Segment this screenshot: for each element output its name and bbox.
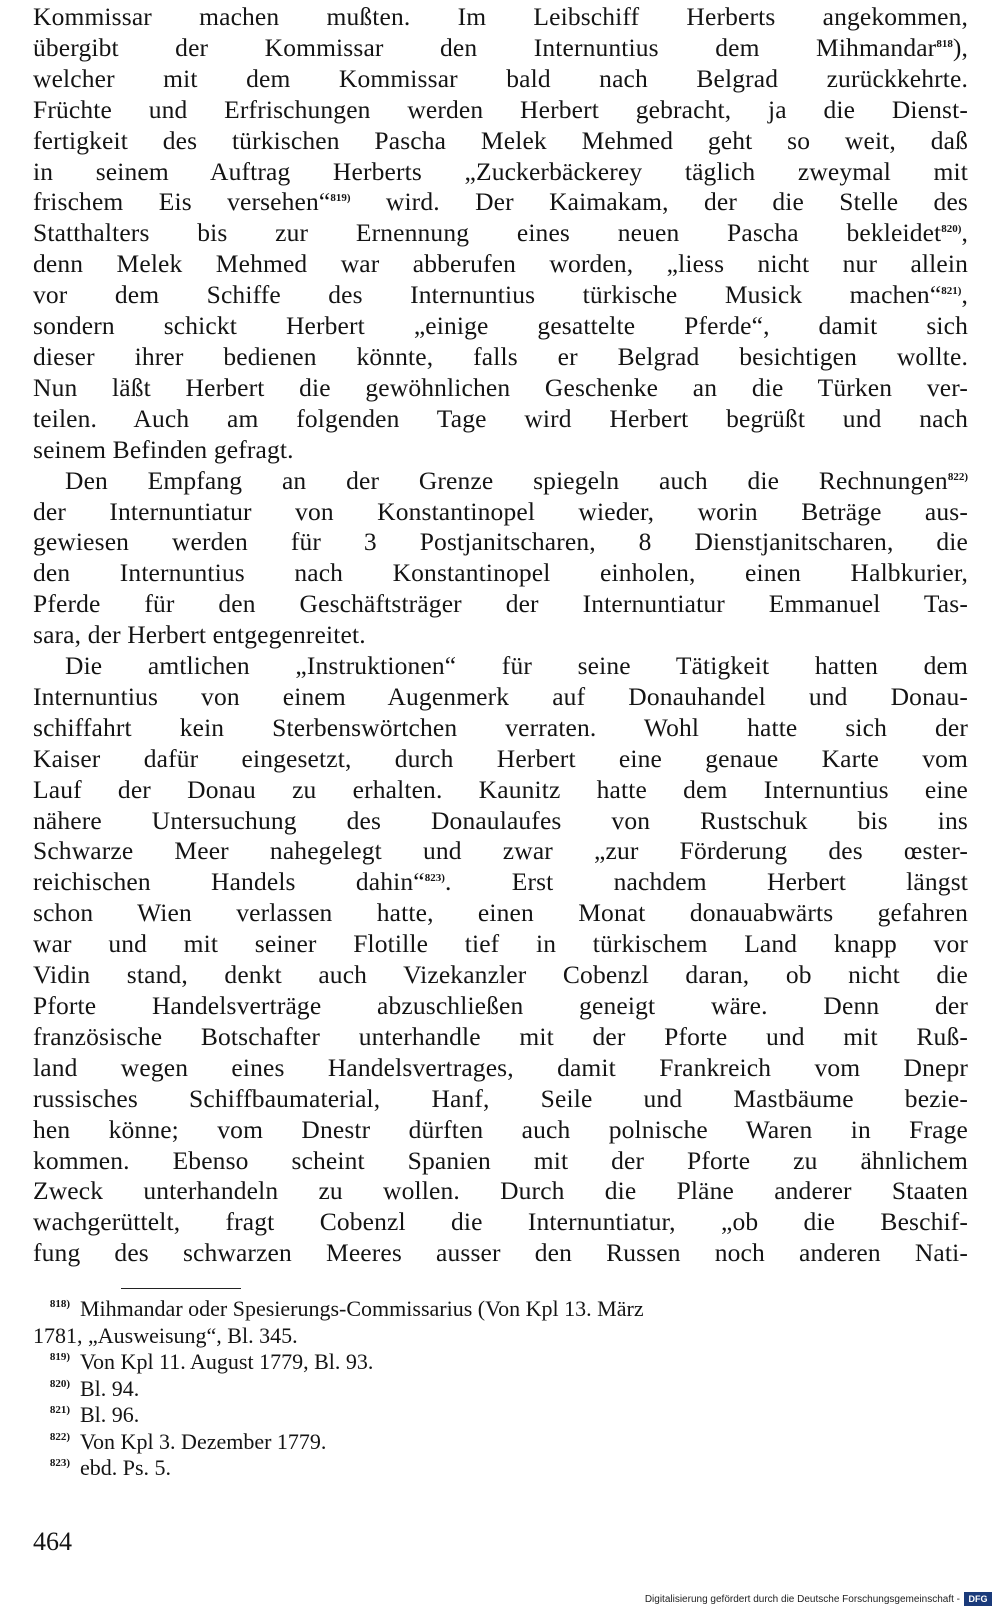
- line-text-after: ,: [961, 218, 968, 248]
- line-text: kommen. Ebenso scheint Spanien mit der Pforte zu ähnlichem: [33, 1145, 968, 1175]
- dfg-logo: DFG: [964, 1592, 992, 1606]
- footnote-text: Von Kpl 11. August 1779, Bl. 93.: [80, 1349, 374, 1374]
- text-line: [33, 1207, 968, 1238]
- line-text: fung des schwarzen Meeres ausser den Russen noch anderen Nati-: [33, 1238, 968, 1268]
- text-line: [33, 95, 968, 126]
- footnote-text: Mihmandar oder Spesierungs-Commissarius (Von Kpl 13. März: [80, 1296, 644, 1321]
- line-text: land wegen eines Handelsvertrages, damit Frankreich vom Dnepr: [33, 1052, 968, 1082]
- line-text: den Internuntius nach Konstantinopel einholen, einen Halbkurier,: [33, 558, 968, 588]
- footnote: 821) Bl. 96.: [49, 1402, 140, 1427]
- line-text: sara, der Herbert entgegenreitet.: [33, 620, 366, 650]
- text-line: [33, 929, 968, 960]
- line-text: frischem Eis versehen“: [33, 187, 331, 217]
- text-line: [33, 1176, 968, 1207]
- text-line: [33, 713, 968, 744]
- body-text: [33, 2, 968, 1269]
- line-text: vor dem Schiffe des Internuntius türkische Musick machen“: [33, 280, 942, 310]
- text-line: [33, 218, 968, 249]
- text-line: [33, 435, 968, 466]
- text-line: [33, 682, 968, 713]
- text-line: [33, 744, 968, 775]
- text-line: [33, 806, 968, 837]
- line-text: Nun läßt Herbert die gewöhnlichen Geschenke an die Türken ver-: [33, 372, 968, 402]
- line-text-after: . Erst nachdem Herbert längst: [444, 867, 968, 897]
- footnote-ref: 821): [941, 285, 962, 298]
- line-text: teilen. Auch am folgenden Tage wird Herbert begrüßt und nach: [33, 403, 968, 433]
- line-text: hen könne; vom Dnestr dürften auch polnische Waren in Frage: [33, 1114, 968, 1144]
- line-text: wachgerüttelt, fragt Cobenzl die Internuntiatur, „ob die Beschif-: [33, 1207, 968, 1237]
- text-line: [33, 64, 968, 95]
- text-line: [33, 1238, 968, 1269]
- text-line: [33, 1053, 968, 1084]
- line-text: schon Wien verlassen hatte, einen Monat donauabwärts gefahren: [33, 898, 968, 928]
- footnote-separator: [121, 1288, 241, 1289]
- text-line: [33, 2, 968, 33]
- text-line: [33, 1115, 968, 1146]
- line-text: übergibt der Kommissar den Internuntius dem Mihmandar: [33, 32, 937, 62]
- line-text: in seinem Auftrag Herberts „Zuckerbäckerey täglich zweymal mit: [33, 156, 968, 186]
- text-line: [33, 527, 968, 558]
- footnote-ref: 820): [941, 223, 962, 236]
- footnote: 818) Mihmandar oder Spesierungs-Commissarius (Von Kpl 13. März: [49, 1296, 644, 1321]
- line-text: Lauf der Donau zu erhalten. Kaunitz hatte dem Internuntius eine: [33, 774, 968, 804]
- text-line: [33, 1022, 968, 1053]
- line-text: Den Empfang an der Grenze spiegeln auch die Rechnungen: [65, 465, 948, 495]
- line-text: seinem Befinden gefragt.: [33, 434, 294, 464]
- text-line: [33, 960, 968, 991]
- line-text: Zweck unterhandeln zu wollen. Durch die Pläne anderer Staaten: [33, 1176, 968, 1206]
- text-line: [33, 775, 968, 806]
- footnote: 819) Von Kpl 11. August 1779, Bl. 93.: [49, 1349, 374, 1374]
- text-line: [33, 898, 968, 929]
- line-text: Statthalters bis zur Ernennung eines neuen Pascha bekleidet: [33, 218, 942, 248]
- line-text-after: ,: [961, 280, 968, 310]
- text-line: [33, 404, 968, 435]
- text-line: [33, 620, 968, 651]
- text-line: [33, 589, 968, 620]
- text-line: [33, 836, 968, 867]
- line-text: nähere Untersuchung des Donaulaufes von Rustschuk bis ins: [33, 805, 968, 835]
- footnote-ref: 822): [947, 470, 968, 483]
- footnote: 823) ebd. Ps. 5.: [49, 1455, 172, 1480]
- footnote-continuation: 1781, „Ausweisung“, Bl. 345.: [33, 1322, 298, 1348]
- footnote-text: Bl. 94.: [80, 1375, 140, 1401]
- line-text: Internuntius von einem Augenmerk auf Donauhandel und Donau-: [33, 681, 968, 711]
- line-text: russisches Schiffbaumaterial, Hanf, Seile und Mastbäume bezie-: [33, 1083, 968, 1113]
- line-text: war und mit seiner Flotille tief in türkischem Land knapp vor: [33, 929, 968, 959]
- line-text: reichischen Handels dahin“: [33, 867, 425, 897]
- text-line: [33, 373, 968, 404]
- footnote: 820) Bl. 94.: [49, 1375, 140, 1401]
- text-line: [33, 651, 968, 682]
- line-text: Schwarze Meer nahegelegt und zwar „zur Förderung des œster-: [33, 836, 968, 866]
- line-text: gewiesen werden für 3 Postjanitscharen, 8 Dienstjanitscharen, die: [33, 527, 968, 557]
- text-line: [33, 991, 968, 1022]
- line-text: französische Botschafter unterhandle mit der Pforte und mit Ruß-: [33, 1021, 968, 1051]
- footnote-ref: 818: [936, 37, 953, 50]
- text-line: [33, 311, 968, 342]
- line-text: schiffahrt kein Sterbenswörtchen verraten. Wohl hatte sich der: [33, 712, 968, 742]
- line-text: Die amtlichen „Instruktionen“ für seine Tätigkeit hatten dem: [65, 651, 968, 681]
- text-line: [33, 126, 968, 157]
- text-line: [33, 157, 968, 188]
- line-text: welcher mit dem Kommissar bald nach Belgrad zurückkehrte.: [33, 63, 968, 93]
- line-text: dieser ihrer bedienen könnte, falls er Belgrad besichtigen wollte.: [33, 341, 968, 371]
- text-line: [33, 280, 968, 311]
- text-line: [33, 33, 968, 64]
- footnotes: [33, 1296, 968, 1482]
- footnote-text: Von Kpl 3. Dezember 1779.: [80, 1428, 327, 1454]
- line-text: fertigkeit des türkischen Pascha Melek Mehmed geht so weit, daß: [33, 125, 968, 155]
- text-line: [33, 558, 968, 589]
- line-text: Früchte und Erfrischungen werden Herbert gebracht, ja die Dienst-: [33, 94, 968, 124]
- digitization-credit: Digitalisierung gefördert durch die Deutsche Forschungsgemeinschaft -: [644, 1594, 960, 1605]
- text-line: [33, 497, 968, 528]
- text-line: [33, 249, 968, 280]
- text-line: [33, 187, 968, 218]
- footnote-ref: 819): [330, 192, 351, 205]
- text-line: [33, 342, 968, 373]
- line-text: Pforte Handelsverträge abzuschließen geneigt wäre. Denn der: [33, 991, 968, 1020]
- footnote-text: ebd. Ps. 5.: [80, 1455, 172, 1480]
- line-text: Vidin stand, denkt auch Vizekanzler Cobenzl daran, ob nicht die: [33, 960, 968, 990]
- line-text: sondern schickt Herbert „einige gesattelte Pferde“, damit sich: [33, 311, 968, 341]
- line-text: Pferde für den Geschäftsträger der Internuntiatur Emmanuel Tas-: [33, 589, 968, 619]
- line-text-after: wird. Der Kaimakam, der die Stelle des: [350, 187, 968, 217]
- line-text: Kommissar machen mußten. Im Leibschiff Herberts angekommen,: [33, 2, 968, 31]
- footnote-ref: 823): [424, 872, 445, 885]
- line-text-after: ),: [952, 32, 968, 62]
- line-text: denn Melek Mehmed war abberufen worden, „liess nicht nur allein: [33, 249, 968, 279]
- page-number: 464: [33, 1527, 72, 1556]
- text-line: [33, 1084, 968, 1115]
- line-text: der Internuntiatur von Konstantinopel wieder, worin Beträge aus-: [33, 496, 968, 526]
- footnote: 822) Von Kpl 3. Dezember 1779.: [49, 1428, 327, 1454]
- text-line: [33, 867, 968, 898]
- text-line: [33, 466, 968, 497]
- footnote-text: Bl. 96.: [80, 1402, 140, 1427]
- text-line: [33, 1146, 968, 1177]
- line-text: Kaiser dafür eingesetzt, durch Herbert eine genaue Karte vom: [33, 743, 968, 773]
